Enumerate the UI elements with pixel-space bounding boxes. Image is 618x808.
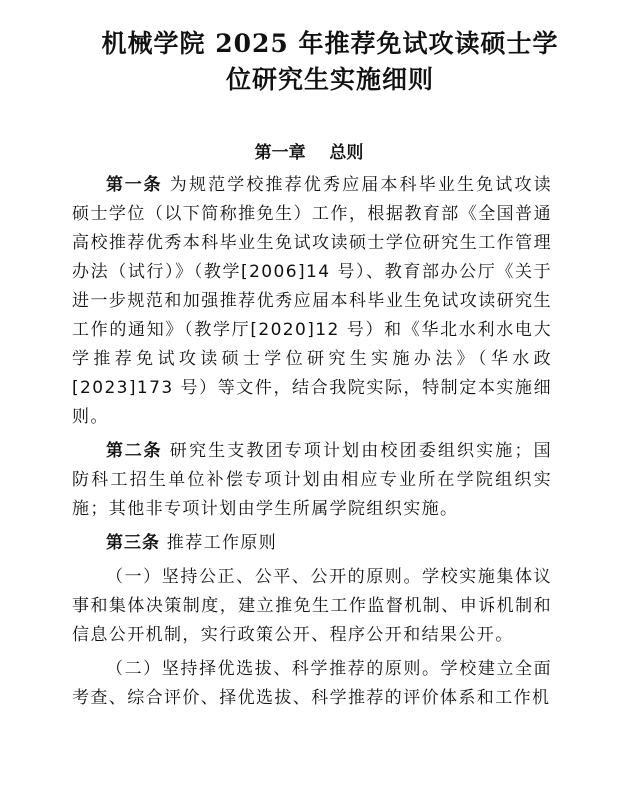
- document-title: 机械学院 2025 年推荐免试攻读硕士学位研究生实施细则: [101, 29, 559, 94]
- article-label: 第三条: [106, 533, 160, 553]
- principle-2-paragraph: [72, 655, 552, 713]
- article-text: 为规范学校推荐优秀应届本科毕业生免试攻读硕士学位（以下简称推免生）工作，根据教育部《全国普通高校推荐优秀本科毕业生免试攻读硕士学位研究生工作管理办法（试行）》（教学[2006]14 号）、教育部办公厅《关于进一步规范和加强推荐优秀应届本科毕业生免试攻读研究生工作的通知》（教学厅[2020]12 号）和《华北水利水电大学推荐免试攻读硕士学位研究生实施办法》（华水政[2023]173 号）等文件，结合我院实际，特制定本实施细则。: [72, 175, 552, 427]
- article-label: 第一条: [106, 175, 163, 195]
- article-label: 第二条: [106, 441, 163, 461]
- article-text: 推荐工作原则: [160, 533, 278, 553]
- principle-text: （二）坚持择优选拔、科学推荐的原则。学校建立全面考查、综合评价、择优选拔、科学推荐的评价体系和工作机: [72, 659, 552, 708]
- principle-text: （一）坚持公正、公平、公开的原则。学校实施集体议事和集体决策制度，建立推免生工作监督机制、申诉机制和信息公开机制，实行政策公开、程序公开和结果公开。: [72, 567, 552, 645]
- article-1-paragraph: [72, 171, 552, 432]
- chapter-heading: 第一章 总则: [254, 143, 364, 163]
- principle-1-paragraph: [72, 563, 552, 650]
- article-3-paragraph: [72, 529, 552, 558]
- article-2-paragraph: [72, 437, 552, 524]
- article-text: 研究生支教团专项计划由校团委组织实施；国防科工招生单位补偿专项计划由相应专业所在学院组织实施；其他非专项计划由学生所属学院组织实施。: [72, 441, 552, 519]
- document-body: [72, 171, 552, 713]
